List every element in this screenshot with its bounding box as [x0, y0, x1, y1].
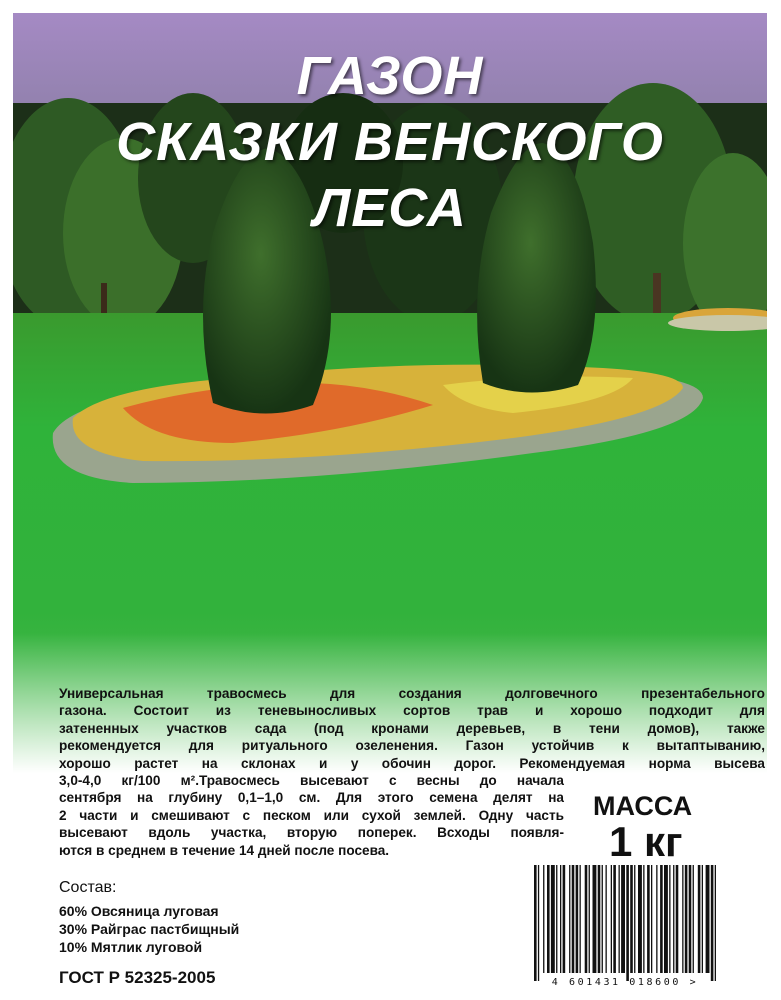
barcode-bar — [563, 865, 566, 973]
barcode-bar — [547, 865, 550, 973]
barcode-bar — [593, 865, 597, 973]
composition-list — [59, 902, 239, 956]
barcode-bar — [598, 865, 601, 973]
barcode-bar — [630, 865, 633, 973]
title-line-3: ЛЕСА — [313, 178, 467, 238]
composition-title: Состав: — [59, 879, 117, 896]
composition-item: 60% Овсяница луговая — [59, 903, 219, 919]
description-line: 3,0-4,0 кг/100 м².Травосмесь высевают с весны до начала — [59, 773, 564, 789]
barcode-bar — [534, 865, 537, 981]
barcode-bar — [715, 865, 716, 981]
barcode-bar — [572, 865, 575, 973]
barcode — [530, 865, 720, 985]
barcode-bar — [669, 865, 670, 973]
description-line: Универсальная травосмесь для создания долговечного презентабельного — [59, 686, 765, 701]
barcode-bar — [621, 865, 625, 973]
barcode-bar — [538, 865, 539, 981]
barcode-bar — [673, 865, 674, 973]
barcode-bar — [602, 865, 603, 973]
description-line: затененных участков сада (под кронами деревьев, в тени домов), также — [59, 720, 765, 736]
barcode-bar — [576, 865, 579, 973]
product-title — [13, 43, 767, 241]
title-line-1: ГАЗОН — [296, 46, 484, 106]
barcode-bar — [589, 865, 590, 973]
barcode-digits: 4 601431 018600 > — [551, 977, 699, 988]
barcode-bar — [556, 865, 557, 973]
mass-value: 1 кг — [609, 818, 683, 865]
barcode-bar — [706, 865, 710, 973]
gost-standard: ГОСТ Р 52325-2005 — [59, 968, 216, 987]
barcode-bar — [643, 865, 644, 973]
barcode-bar — [606, 865, 607, 973]
barcode-bar — [580, 865, 581, 973]
barcode-bar — [702, 865, 703, 973]
description-line: ются в среднем в течение 14 дней после посева. — [59, 842, 390, 858]
seed-packet — [13, 13, 767, 988]
barcode-bar — [698, 865, 701, 973]
barcode-bar — [647, 865, 650, 973]
barcode-bar — [569, 865, 570, 973]
composition-item: 30% Райграс пастбищный — [59, 921, 240, 937]
barcode-bar — [689, 865, 692, 973]
description-line: сентября на глубину 0,1–1,0 см. Для этого семена делят на — [59, 790, 564, 806]
barcode-bar — [560, 865, 561, 973]
barcode-bar — [551, 865, 555, 973]
composition-item: 10% Мятлик луговой — [59, 939, 203, 955]
barcode-bar — [543, 865, 544, 973]
description-line: рекомендуется для ритуального озеленения. Газон устойчив к вытаптыванию, — [59, 738, 765, 754]
mass-label: МАССА — [593, 791, 693, 821]
barcode-bar — [676, 865, 679, 973]
barcode-bar — [613, 865, 616, 973]
barcode-bar — [656, 865, 657, 973]
description-line: хорошо растет на склонах и у обочин дорог. Рекомендуемая норма высева — [59, 755, 765, 771]
title-line-2: СКАЗКИ ВЕНСКОГО — [116, 112, 664, 172]
barcode-bar — [660, 865, 663, 973]
barcode-bar — [638, 865, 642, 973]
barcode-bar — [634, 865, 635, 973]
description-line: газона. Состоит из теневыносливых сортов трав и хорошо подходит для — [59, 703, 765, 719]
barcode-bar — [693, 865, 694, 973]
barcode-bar — [664, 865, 668, 973]
barcode-bar — [711, 865, 714, 981]
barcode-bar — [585, 865, 588, 973]
description-line: высевают вдоль участка, вторую поперек. Всходы появля- — [59, 825, 564, 841]
barcode-bar — [685, 865, 688, 973]
barcode-bar — [626, 865, 629, 981]
description-line: 2 части и смешивают с песком или сухой землей. Одну часть — [59, 807, 564, 823]
barcode-bar — [651, 865, 652, 973]
barcode-bar — [611, 865, 612, 973]
barcode-bar — [682, 865, 683, 973]
barcode-bar — [619, 865, 620, 973]
